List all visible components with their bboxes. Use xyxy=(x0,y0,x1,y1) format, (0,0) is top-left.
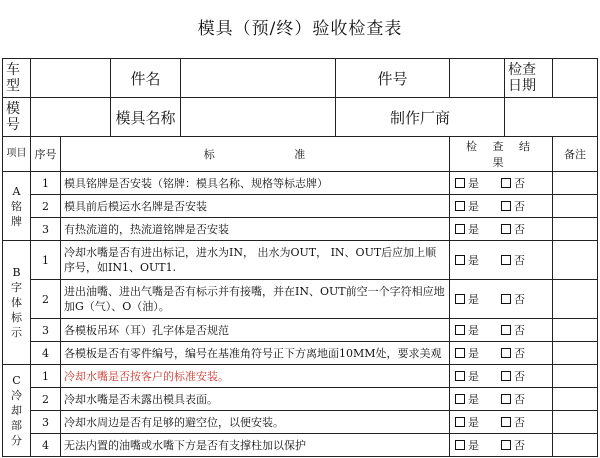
checkbox-no[interactable] xyxy=(501,292,547,307)
checkbox-box-icon[interactable] xyxy=(455,294,465,304)
col-result: 检 查 结 果 xyxy=(450,137,553,172)
inspect-date-value[interactable] xyxy=(553,59,598,98)
checkbox-label: 否 xyxy=(514,199,526,213)
checkbox-box-icon[interactable] xyxy=(501,294,511,304)
checkbox-box-icon[interactable] xyxy=(501,348,511,358)
mold-no-value[interactable] xyxy=(31,98,111,137)
row-note[interactable] xyxy=(553,280,598,319)
mold-no-label: 模号 xyxy=(3,98,31,137)
section-label: C 冷 却 部 分 xyxy=(3,365,31,457)
checkbox-box-icon[interactable] xyxy=(501,255,511,265)
row-result xyxy=(450,195,553,218)
checkbox-no[interactable] xyxy=(501,369,547,384)
row-note[interactable] xyxy=(553,195,598,218)
row-seq: 1 xyxy=(31,172,61,195)
row-note[interactable] xyxy=(553,241,598,280)
checkbox-no[interactable] xyxy=(501,392,547,407)
checkbox-label: 是 xyxy=(468,415,480,429)
checklist-row xyxy=(3,365,598,388)
row-standard-text: 模具前后模运水名牌是否安装 xyxy=(61,195,450,218)
checkbox-label: 是 xyxy=(468,323,480,337)
row-standard-text: 有热流道的，热流道铭牌是否安装 xyxy=(61,218,450,241)
checkbox-box-icon[interactable] xyxy=(455,201,465,211)
header-row-1 xyxy=(3,59,598,98)
row-seq: 3 xyxy=(31,411,61,434)
checklist-row xyxy=(3,411,598,434)
checkbox-label: 是 xyxy=(468,392,480,406)
checkbox-yes[interactable] xyxy=(455,222,501,237)
part-name-label: 件名 xyxy=(111,59,181,98)
checkbox-box-icon[interactable] xyxy=(501,224,511,234)
checkbox-label: 否 xyxy=(514,369,526,383)
checkbox-label: 否 xyxy=(514,292,526,306)
checklist-row xyxy=(3,241,598,280)
checkbox-label: 否 xyxy=(514,176,526,190)
checkbox-yes[interactable] xyxy=(455,392,501,407)
mold-name-label: 模具名称 xyxy=(111,98,181,137)
checkbox-yes[interactable] xyxy=(455,346,501,361)
row-seq: 1 xyxy=(31,241,61,280)
checkbox-label: 否 xyxy=(514,392,526,406)
checklist-row xyxy=(3,342,598,365)
checkbox-label: 是 xyxy=(468,199,480,213)
row-result xyxy=(450,218,553,241)
row-note[interactable] xyxy=(553,411,598,434)
row-note[interactable] xyxy=(553,218,598,241)
checkbox-no[interactable] xyxy=(501,323,547,338)
checkbox-label: 是 xyxy=(468,176,480,190)
part-name-value[interactable] xyxy=(181,59,336,98)
checkbox-box-icon[interactable] xyxy=(501,394,511,404)
checkbox-no[interactable] xyxy=(501,415,547,430)
checkbox-yes[interactable] xyxy=(455,253,501,268)
row-standard-text: 无法内置的油嘴或水嘴下方是否有支撑柱加以保护 xyxy=(61,434,450,457)
row-standard-text: 模具铭牌是否安装（铭牌：模具名称、规格等标志牌） xyxy=(61,172,450,195)
checkbox-label: 是 xyxy=(468,369,480,383)
row-result xyxy=(450,319,553,342)
row-result xyxy=(450,172,553,195)
checkbox-yes[interactable] xyxy=(455,176,501,191)
section-label: B 字 体 标 示 xyxy=(3,241,31,365)
car-type-value[interactable] xyxy=(31,59,111,98)
row-result xyxy=(450,365,553,388)
col-seq: 序号 xyxy=(31,137,61,172)
checkbox-label: 是 xyxy=(468,292,480,306)
col-standard: 标 准 xyxy=(61,137,450,172)
checklist-row xyxy=(3,280,598,319)
checkbox-label: 否 xyxy=(514,438,526,452)
maker-value[interactable] xyxy=(505,98,598,137)
row-result xyxy=(450,342,553,365)
checkbox-no[interactable] xyxy=(501,222,547,237)
part-no-label: 件号 xyxy=(336,59,450,98)
row-standard-text: 冷却水周边是否有足够的避空位，以便安装。 xyxy=(61,411,450,434)
checkbox-box-icon[interactable] xyxy=(501,417,511,427)
checklist-row xyxy=(3,388,598,411)
checkbox-label: 是 xyxy=(468,222,480,236)
row-standard-text: 各模板吊环（耳）孔字体是否规范 xyxy=(61,319,450,342)
checkbox-label: 是 xyxy=(468,346,480,360)
checkbox-label: 是 xyxy=(468,438,480,452)
row-note[interactable] xyxy=(553,319,598,342)
row-result xyxy=(450,241,553,280)
checkbox-no[interactable] xyxy=(501,346,547,361)
checkbox-box-icon[interactable] xyxy=(455,348,465,358)
row-standard-text: 进出油嘴、进出气嘴是否有标示并有接嘴，并在IN、OUT前空一个字符相应地加G（气）、O（油）。 xyxy=(61,280,450,319)
row-seq: 4 xyxy=(31,342,61,365)
row-seq: 1 xyxy=(31,365,61,388)
checkbox-box-icon[interactable] xyxy=(455,417,465,427)
row-standard-text: 冷却水嘴是否按客户的标准安装。 xyxy=(61,365,450,388)
checkbox-yes[interactable] xyxy=(455,415,501,430)
checklist-row xyxy=(3,434,598,457)
row-seq: 2 xyxy=(31,195,61,218)
row-result xyxy=(450,411,553,434)
checklist-row xyxy=(3,172,598,195)
checkbox-no[interactable] xyxy=(501,438,547,453)
row-standard-text: 各模板是否有零件编号，编号在基准角符号正下方离地面10MM处，要求美观 xyxy=(61,342,450,365)
row-standard-text: 冷却水嘴是否有进出标记，进水为IN， 出水为OUT， IN、OUT后应加上顺序号，如IN1、OUT1. xyxy=(61,241,450,280)
checkbox-yes[interactable] xyxy=(455,323,501,338)
checkbox-yes[interactable] xyxy=(455,199,501,214)
row-seq: 3 xyxy=(31,319,61,342)
checkbox-yes[interactable] xyxy=(455,292,501,307)
checkbox-box-icon[interactable] xyxy=(501,371,511,381)
row-note[interactable] xyxy=(553,365,598,388)
checklist-row xyxy=(3,319,598,342)
row-seq: 2 xyxy=(31,280,61,319)
row-note[interactable] xyxy=(553,342,598,365)
checkbox-box-icon[interactable] xyxy=(455,255,465,265)
checkbox-label: 否 xyxy=(514,253,526,267)
row-seq: 4 xyxy=(31,434,61,457)
row-seq: 2 xyxy=(31,388,61,411)
checklist-body xyxy=(3,172,598,457)
checkbox-box-icon[interactable] xyxy=(501,201,511,211)
car-type-label: 车型 xyxy=(3,59,31,98)
checkbox-label: 否 xyxy=(514,415,526,429)
checkbox-label: 否 xyxy=(514,346,526,360)
inspect-date-label: 检查日期 xyxy=(505,59,553,98)
checkbox-no[interactable] xyxy=(501,253,547,268)
part-no-value[interactable] xyxy=(450,59,505,98)
checklist-row xyxy=(3,218,598,241)
row-result xyxy=(450,388,553,411)
checkbox-box-icon[interactable] xyxy=(501,325,511,335)
row-note[interactable] xyxy=(553,434,598,457)
header-row-2 xyxy=(3,98,598,137)
row-seq: 3 xyxy=(31,218,61,241)
inspection-table xyxy=(2,58,598,457)
checkbox-yes[interactable] xyxy=(455,369,501,384)
checkbox-box-icon[interactable] xyxy=(455,394,465,404)
checkbox-no[interactable] xyxy=(501,176,547,191)
checkbox-label: 是 xyxy=(468,253,480,267)
row-result xyxy=(450,280,553,319)
checkbox-box-icon[interactable] xyxy=(501,178,511,188)
row-note[interactable] xyxy=(553,388,598,411)
checkbox-box-icon[interactable] xyxy=(455,178,465,188)
col-item: 项目 xyxy=(3,137,31,172)
checkbox-yes[interactable] xyxy=(455,438,501,453)
section-label: A 铭 牌 xyxy=(3,172,31,241)
checkbox-label: 否 xyxy=(514,323,526,337)
checkbox-box-icon[interactable] xyxy=(501,440,511,450)
checkbox-box-icon[interactable] xyxy=(455,224,465,234)
col-note: 备注 xyxy=(553,137,598,172)
checkbox-box-icon[interactable] xyxy=(455,325,465,335)
checkbox-label: 否 xyxy=(514,222,526,236)
checkbox-no[interactable] xyxy=(501,199,547,214)
maker-label: 制作厂商 xyxy=(336,98,505,137)
row-note[interactable] xyxy=(553,172,598,195)
mold-name-value[interactable] xyxy=(181,98,336,137)
checkbox-box-icon[interactable] xyxy=(455,440,465,450)
row-standard-text: 冷却水嘴是否未露出模具表面。 xyxy=(61,388,450,411)
checkbox-box-icon[interactable] xyxy=(455,371,465,381)
page-title: 模具（预/终）验收检查表 xyxy=(197,19,403,39)
checklist-row xyxy=(3,195,598,218)
row-result xyxy=(450,434,553,457)
column-header-row xyxy=(3,137,598,172)
